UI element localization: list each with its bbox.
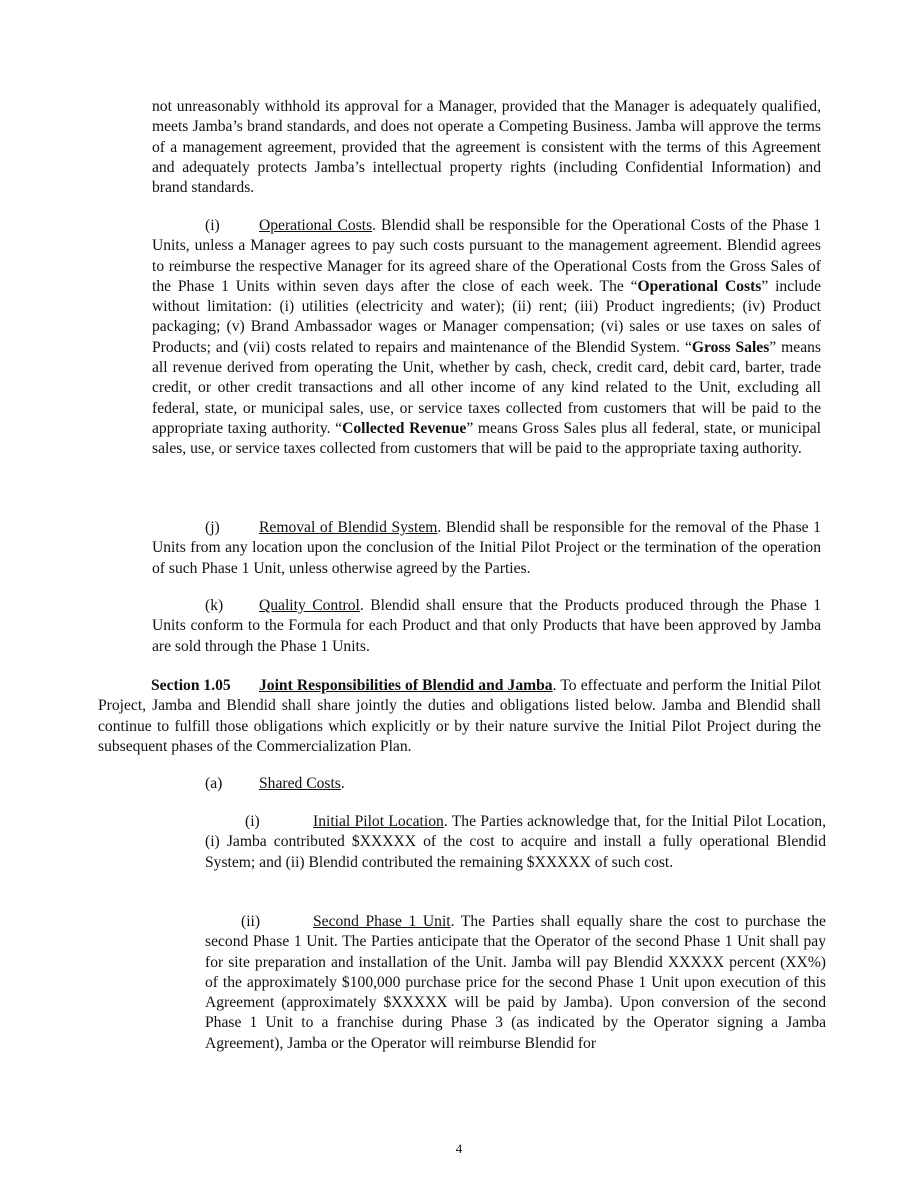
section-number: Section 1.05 — [151, 677, 231, 694]
item-i-term3: Collected Revenue — [342, 419, 467, 437]
sub-i-text: . The Parties acknowledge that, for the Initial Pilot Location, (i) Jamba contributed $XXXXX of the cost to acquire and install a fully operational Blendid System; and (ii) Blendid contributed the remaining $XXXXX of such cost. — [205, 813, 826, 871]
item-k-text: . Blendid shall ensure that the Products produced through the Phase 1 Units conform to the Formula for each Product and that only Products that have been approved by Jamba are sold through the Phase 1 Units. — [152, 597, 821, 655]
item-i-term2: Gross Sales — [691, 338, 770, 356]
item-i-heading: Operational Costs — [259, 217, 373, 234]
item-i-text2: ” include without limitation: (i) utilities (electricity and water); (ii) rent; (iii) Product ingredients; (iv) Product packaging; (v) Brand Ambassador wages or Manager compensation; (vi) sales or use taxes on sales of Products; and (vii) costs related to repairs and maintenance of the Blendid System. “ — [152, 277, 821, 356]
item-i-label: (i) — [205, 217, 220, 234]
item-a-label: (a) — [205, 775, 223, 792]
item-a-heading: Shared Costs — [259, 775, 341, 792]
item-i-text3: ” means all revenue derived from operating the Unit, whether by cash, check, credit card, debit card, barter, trade credit, or other credit transactions and all other income of any kind related to the Unit, excluding all federal, state, or municipal sales, use, or service taxes collected from customers that will be paid to the appropriate taxing authority. “ — [152, 338, 821, 437]
item-j-paragraph — [152, 518, 821, 579]
item-i-paragraph — [152, 216, 821, 460]
sub-i-heading: Initial Pilot Location — [313, 813, 444, 830]
item-i-text1: . Blendid shall be responsible for the Operational Costs of the Phase 1 Units, unless a Manager agrees to pay such costs pursuant to the management agreement. Blendid agrees to reimburse the respective Manager for its agreed share of the Operational Costs from the Gross Sales of the Phase 1 Units within seven days after the close of each week. The “ — [152, 217, 822, 295]
item-k-label: (k) — [205, 597, 224, 614]
sub-ii-label: (ii) — [241, 913, 261, 930]
item-a-text: . — [340, 775, 345, 792]
item-j-label: (j) — [205, 519, 220, 536]
item-k-heading: Quality Control — [259, 597, 360, 614]
section-1-05-paragraph — [98, 676, 821, 757]
page-number: 4 — [455, 1141, 463, 1156]
section-text: . To effectuate and perform the Initial Pilot Project, Jamba and Blendid shall share jointly the duties and obligations listed below. Jamba and Blendid shall continue to fulfill those obligations which explicitly or by their nature survive the Initial Pilot Project during the subsequent phases of the Commercialization Plan. — [98, 677, 821, 755]
item-j-text: . Blendid shall be responsible for the removal of the Phase 1 Units from any location upon the conclusion of the Initial Pilot Project or the termination of the operation of such Phase 1 Unit, unless otherwise agreed by the Parties. — [152, 519, 821, 577]
sub-ii-heading: Second Phase 1 Unit — [313, 913, 451, 930]
sub-ii-text: . The Parties shall equally share the cost to purchase the second Phase 1 Unit. The Parties anticipate that the Operator of the second Phase 1 Unit shall pay for site preparation and installation of the Unit. Jamba will pay Blendid XXXXX percent (XX%) of the approximately $100,000 purchase price for the second Phase 1 Unit upon execution of this Agreement (approximately $XXXXX will be paid by Jamba). Upon conversion of the second Phase 1 Unit to a franchise during Phase 3 (as indicated by the Operator signing a Jamba Agreement), Jamba or the Operator will reimburse Blendid for — [205, 913, 826, 1052]
sub-i-paragraph — [205, 812, 826, 873]
item-a-paragraph — [152, 774, 821, 794]
item-k-paragraph — [152, 596, 821, 657]
sub-i-label: (i) — [245, 813, 260, 830]
item-i-text4: ” means Gross Sales plus all federal, state, or municipal sales, use, or service taxes collected from customers that will be paid to the appropriate taxing authority. — [152, 419, 822, 458]
item-j-heading: Removal of Blendid System — [259, 519, 438, 536]
intro-paragraph: not unreasonably withhold its approval for a Manager, provided that the Manager is adequately qualified, meets Jamba’s brand standards, and does not operate a Competing Business. Jamba will approve the terms of a management agreement, provided that the agreement is consistent with the terms of this Agreement and adequately protects Jamba’s intellectual property rights (including Confidential Information) and brand standards. — [152, 98, 821, 197]
sub-ii-paragraph — [205, 912, 826, 1054]
item-i-term1: Operational Costs — [637, 277, 762, 295]
section-heading: Joint Responsibilities of Blendid and Jamba — [259, 677, 553, 694]
